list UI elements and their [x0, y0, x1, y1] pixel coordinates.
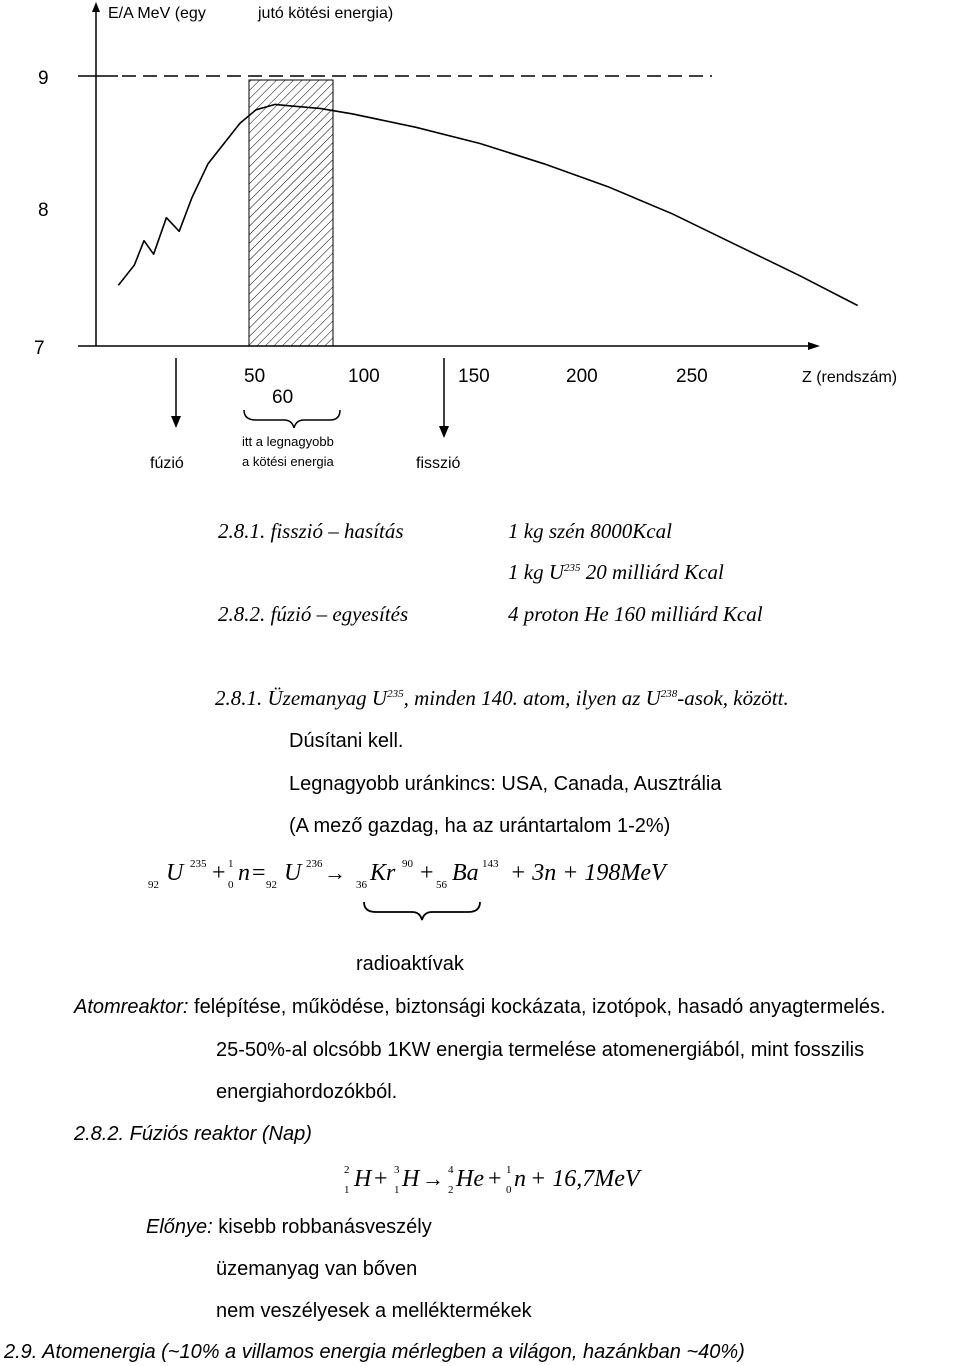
y-axis-arrow	[92, 2, 100, 12]
eq1-kr: Kr	[370, 860, 396, 886]
fuel-sup1: 235	[387, 688, 404, 700]
atomenergia-heading: 2.9. Atomenergia (~10% a villamos energia mérlegben a világon, hazánkban ~40%)	[4, 1341, 745, 1363]
eq1-plus1: +	[212, 860, 226, 886]
fusion-equation	[0, 1160, 960, 1204]
fuel-mid: , minden 140. atom, ilyen az U	[403, 686, 661, 710]
atomreaktor-label: Atomreaktor:	[74, 996, 189, 1018]
eq1-arrow: →	[324, 860, 346, 885]
eq2-h2: H	[402, 1166, 420, 1192]
fuel-sup2: 238	[660, 688, 678, 700]
eq2-n-sub: 0	[506, 1184, 512, 1196]
eq2-plus2: +	[488, 1166, 502, 1192]
x-axis-arrow	[808, 342, 820, 350]
fission-label: fisszió	[416, 455, 461, 472]
x-tick-label-200: 200	[566, 366, 598, 387]
eq2-n-sup: 1	[506, 1164, 512, 1176]
eq2-n: n	[514, 1166, 526, 1192]
eq2-h1-sup: 2	[344, 1164, 350, 1176]
eq2-he: He	[456, 1166, 484, 1192]
eq2-he-sub: 2	[448, 1184, 454, 1196]
eq1-u2-sub: 92	[266, 879, 277, 891]
uranium-reserves: Legnagyobb uránkincs: USA, Canada, Ausztrália	[289, 773, 722, 795]
max-brace	[244, 410, 340, 428]
eq1-u2: U	[284, 860, 302, 886]
fuel-plenty: üzemanyag van bőven	[216, 1258, 418, 1280]
max-label-1: itt a legnagyobb	[242, 434, 334, 449]
eq2-h2-sup: 3	[394, 1164, 400, 1176]
fission-equation	[0, 852, 960, 902]
eq1-ba-sup: 143	[482, 858, 499, 870]
fusion-arrow-head	[171, 416, 181, 428]
fuel-post: -asok, között.	[677, 686, 789, 710]
cheaper-line: 25-50%-al olcsóbb 1KW energia termelése atomenergiából, mint fosszilis	[216, 1039, 865, 1061]
eq2-plus1: +	[374, 1166, 388, 1192]
dusitani: Dúsítani kell.	[289, 730, 404, 752]
fuel-pre: 2.8.1. Üzemanyag U	[215, 686, 388, 710]
uranium-content: (A mező gazdag, ha az urántartalom 1-2%)	[289, 815, 671, 837]
coal-energy: 1 kg szén 8000Kcal	[508, 519, 672, 543]
x-tick-label-100: 100	[348, 366, 380, 387]
x-tick-label-150: 150	[458, 366, 490, 387]
uranium-energy-pre: 1 kg U	[508, 560, 564, 584]
x-axis-label: Z (rendszám)	[802, 369, 898, 386]
eq2-h1-sub: 1	[344, 1184, 350, 1196]
eq1-n-sub: 0	[228, 879, 234, 891]
fission-heading: 2.8.1. fisszió – hasítás	[218, 519, 404, 543]
eq1-ba-sub: 56	[436, 879, 447, 891]
eq2-tail: + 16,7MeV	[530, 1166, 640, 1192]
eq1-equals: =	[252, 860, 266, 886]
atomreaktor-rest: felépítése, működése, biztonsági kockázata, izotópok, hasadó anyagtermelés.	[188, 996, 886, 1018]
eq1-plus2: +	[420, 860, 434, 886]
uranium-energy-post: 20 milliárd Kcal	[580, 560, 724, 584]
eq2-he-sup: 4	[448, 1164, 454, 1176]
x-tick-label-250: 250	[676, 366, 708, 387]
y-tick-label-8: 8	[38, 200, 49, 221]
atomreaktor-line	[74, 996, 886, 1019]
eq1-n-sup: 1	[228, 858, 234, 870]
max-label-2: a kötési energia	[242, 454, 334, 469]
uranium-energy-sup: 235	[564, 562, 581, 574]
fuel-line	[215, 686, 789, 711]
binding-energy-chart	[0, 0, 960, 490]
eq1-u-sup: 235	[190, 858, 207, 870]
y-axis-label-1: E/A MeV (egy	[108, 5, 206, 22]
fusion-reactor-heading: 2.8.2. Fúziós reaktor (Nap)	[74, 1123, 312, 1145]
eq1-u: U	[166, 860, 184, 886]
x-tick-label-50: 50	[244, 366, 266, 387]
y-tick-label-7: 7	[34, 338, 45, 359]
y-axis-label-2: jutó kötési energia)	[258, 5, 394, 22]
radioactive-label: radioaktívak	[356, 953, 464, 975]
eq2-h2-sub: 1	[394, 1184, 400, 1196]
advantage-label: Előnye:	[146, 1216, 213, 1238]
fission-arrow-head	[439, 426, 449, 438]
binding-energy-curve	[118, 104, 857, 305]
x-tick-label-60: 60	[272, 387, 294, 408]
fusion-heading: 2.8.2. fúzió – egyesítés	[218, 602, 409, 626]
advantage-rest: kisebb robbanásveszély	[212, 1216, 432, 1238]
eq1-u-sub: 92	[148, 879, 159, 891]
eq1-ba: Ba	[452, 860, 479, 886]
advantage-line	[146, 1216, 432, 1239]
fusion-label: fúzió	[150, 455, 184, 472]
byproducts: nem veszélyesek a melléktermékek	[216, 1300, 532, 1322]
proton-energy: 4 proton He 160 milliárd Kcal	[508, 602, 763, 626]
eq1-tail: + 3n + 198MeV	[510, 860, 666, 886]
radioactive-brace	[360, 900, 484, 930]
eq2-h1: H	[354, 1166, 372, 1192]
eq2-arrow: →	[422, 1166, 444, 1191]
eq1-n: n	[238, 860, 250, 886]
y-tick-label-9: 9	[38, 68, 49, 89]
eq1-kr-sub: 36	[356, 879, 367, 891]
fossil-line: energiahordozókból.	[216, 1081, 398, 1103]
uranium-energy	[508, 560, 724, 585]
eq1-u2-sup: 236	[306, 858, 323, 870]
eq1-kr-sup: 90	[402, 858, 413, 870]
max-binding-region	[249, 80, 333, 346]
